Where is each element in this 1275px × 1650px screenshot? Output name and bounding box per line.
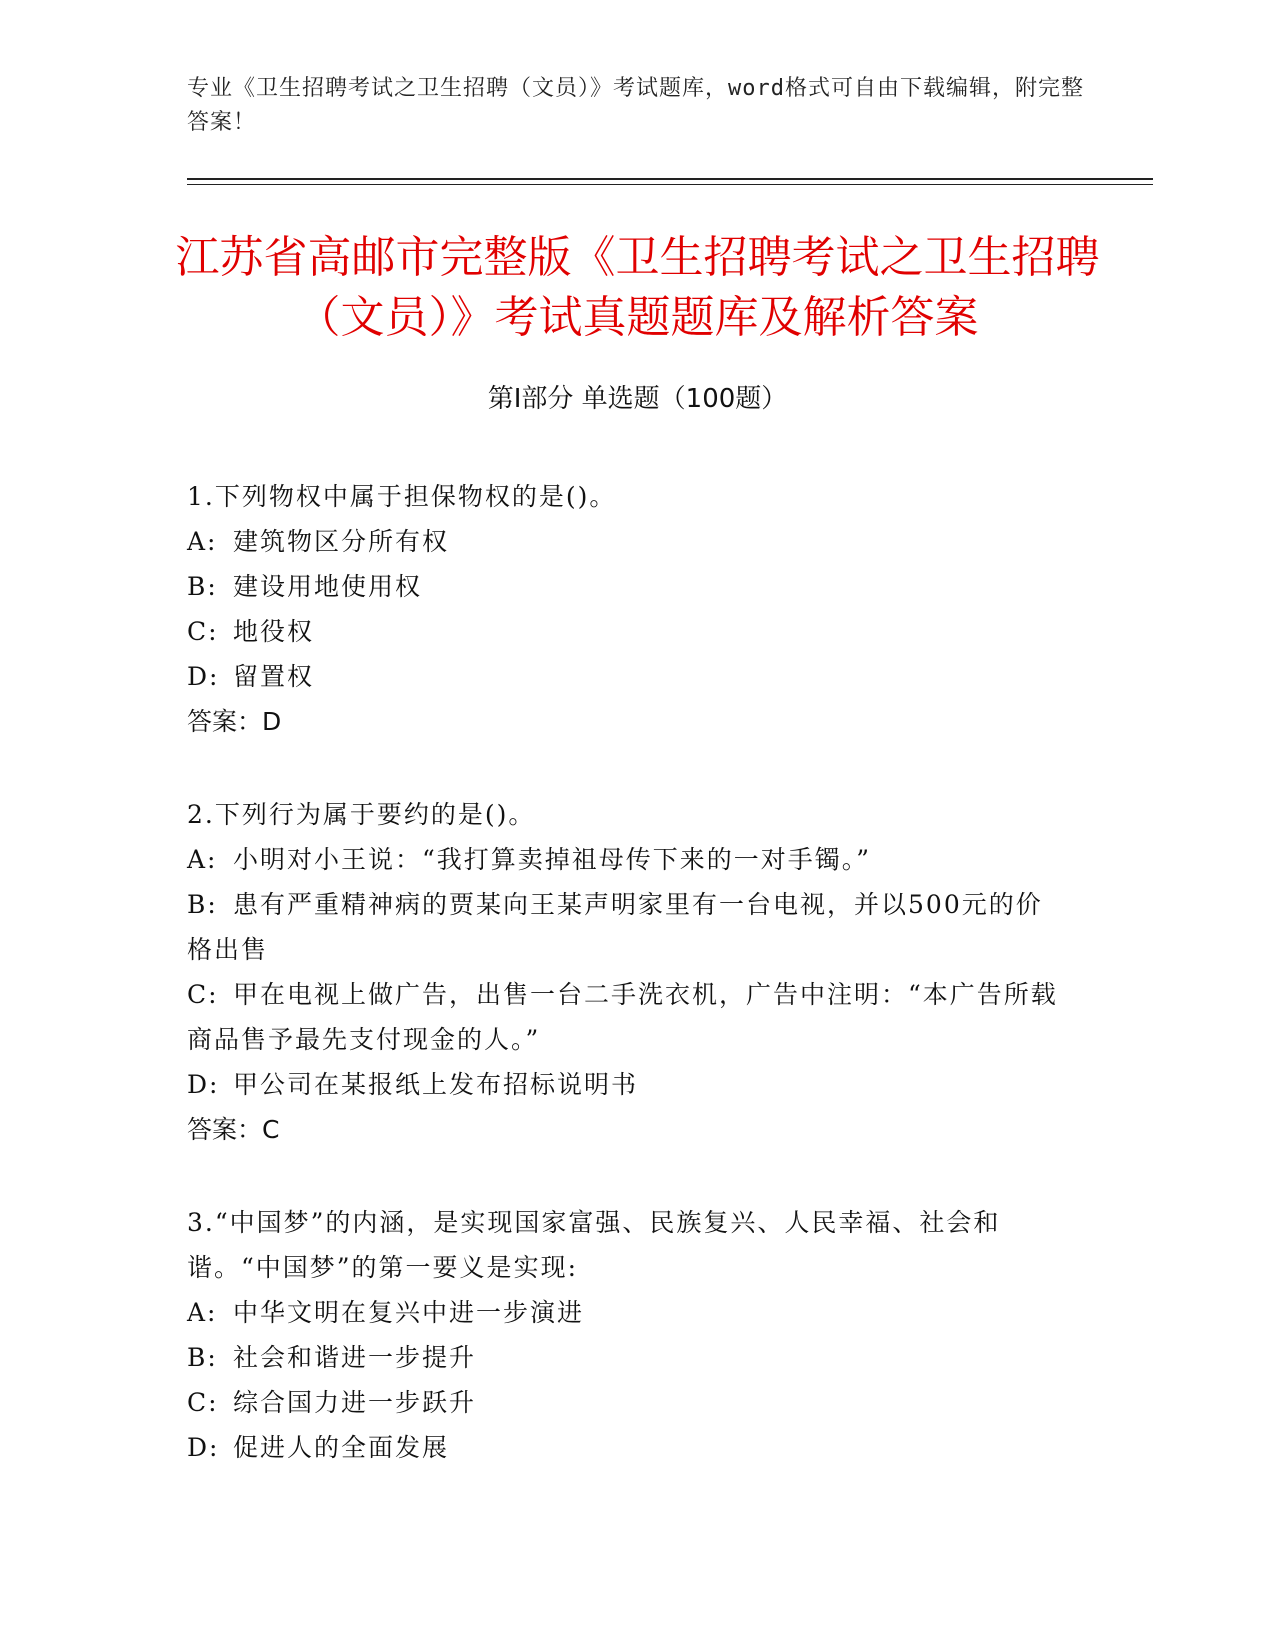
option-text: 综合国力进一步跃升 bbox=[233, 1388, 477, 1417]
option-d bbox=[187, 654, 1067, 699]
question-3 bbox=[187, 1200, 1067, 1470]
answer-line: 答案：D bbox=[187, 707, 282, 736]
option-text: 甲在电视上做广告，出售一台二手洗衣机，广告中注明：“本广告所载商品售予最先支付现金的人。” bbox=[187, 980, 1058, 1054]
option-text: 留置权 bbox=[233, 662, 315, 691]
answer-line: 答案：C bbox=[187, 1115, 280, 1144]
option-d bbox=[187, 1062, 1067, 1107]
option-text: 小明对小王说：“我打算卖掉祖母传下来的一对手镯。” bbox=[233, 845, 872, 874]
option-key: A: bbox=[187, 845, 218, 874]
option-c bbox=[187, 1380, 1067, 1425]
option-text: 社会和谐进一步提升 bbox=[233, 1343, 477, 1372]
option-key: B: bbox=[187, 890, 218, 919]
question-2 bbox=[187, 792, 1067, 1152]
option-key: D: bbox=[187, 1070, 220, 1099]
document-title: 江苏省高邮市完整版《卫生招聘考试之卫生招聘（文员）》考试真题题库及解析答案 bbox=[175, 232, 1100, 343]
header-note: 专业《卫生招聘考试之卫生招聘（文员）》考试题库，word格式可自由下载编辑，附完整答案！ bbox=[187, 76, 1084, 135]
question-stem: 2.下列行为属于要约的是()。 bbox=[187, 800, 536, 829]
option-key: D: bbox=[187, 1433, 220, 1462]
option-text: 地役权 bbox=[233, 617, 315, 646]
question-stem: 3.“中国梦”的内涵，是实现国家富强、民族复兴、人民幸福、社会和谐。“中国梦”的第一要义是实现: bbox=[187, 1208, 1001, 1282]
header-divider-thin bbox=[187, 184, 1153, 185]
section-title: 第Ⅰ部分 单选题（100题） bbox=[487, 384, 788, 414]
option-text: 患有严重精神病的贾某向王某声明家里有一台电视，并以500元的价格出售 bbox=[187, 890, 1043, 964]
option-text: 甲公司在某报纸上发布招标说明书 bbox=[233, 1070, 639, 1099]
option-key: C: bbox=[187, 980, 219, 1009]
option-key: B: bbox=[187, 1343, 218, 1372]
option-c bbox=[187, 972, 1067, 1062]
option-a bbox=[187, 519, 1067, 564]
option-b bbox=[187, 1335, 1067, 1380]
option-key: A: bbox=[187, 1298, 218, 1327]
option-text: 促进人的全面发展 bbox=[233, 1433, 450, 1462]
question-stem: 1.下列物权中属于担保物权的是()。 bbox=[187, 482, 617, 511]
option-text: 建筑物区分所有权 bbox=[233, 527, 450, 556]
option-key: C: bbox=[187, 1388, 219, 1417]
option-text: 建设用地使用权 bbox=[233, 572, 423, 601]
option-b bbox=[187, 564, 1067, 609]
option-key: C: bbox=[187, 617, 219, 646]
question-1 bbox=[187, 474, 1067, 744]
option-key: A: bbox=[187, 527, 218, 556]
option-key: B: bbox=[187, 572, 218, 601]
option-a bbox=[187, 1290, 1067, 1335]
option-b bbox=[187, 882, 1067, 972]
question-list bbox=[187, 474, 1067, 1518]
option-text: 中华文明在复兴中进一步演进 bbox=[233, 1298, 585, 1327]
option-c bbox=[187, 609, 1067, 654]
option-a bbox=[187, 837, 1067, 882]
option-d bbox=[187, 1425, 1067, 1470]
option-key: D: bbox=[187, 662, 220, 691]
header-divider-thick bbox=[187, 178, 1153, 180]
